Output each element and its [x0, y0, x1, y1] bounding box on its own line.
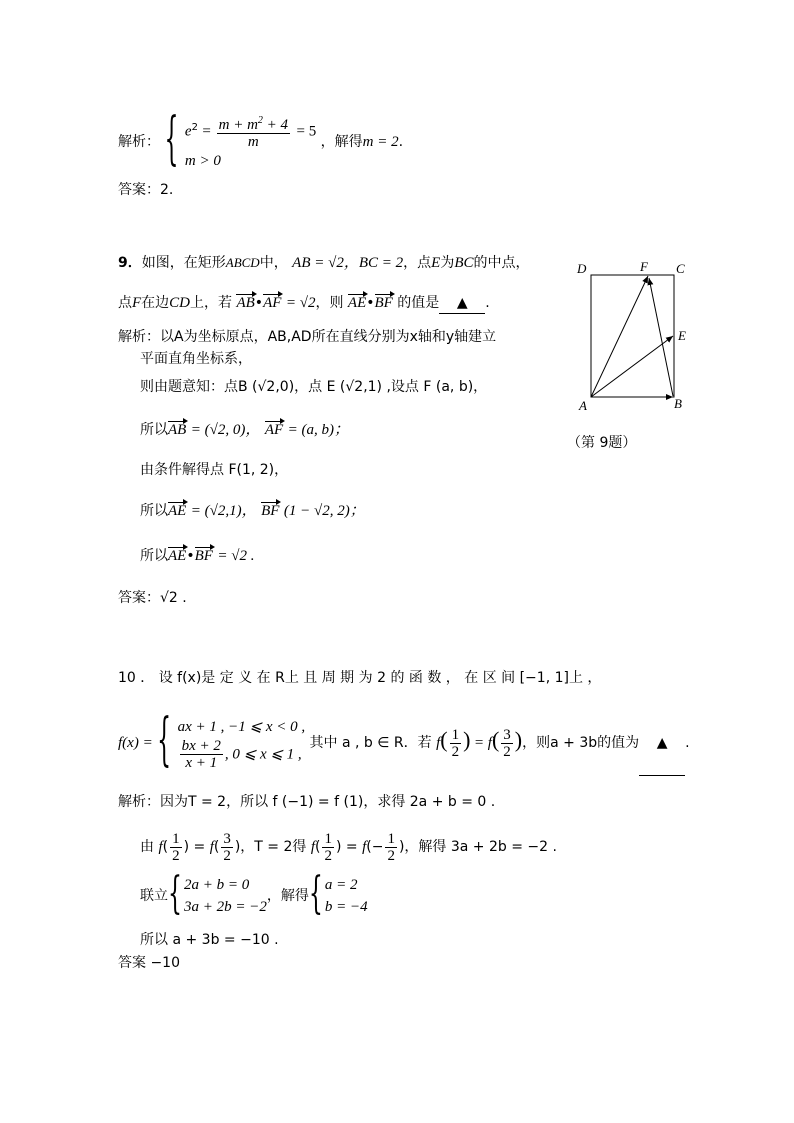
vec-ab: AB — [168, 422, 187, 438]
p10-case2-num: bx + 2 — [181, 737, 221, 754]
vec-bf: BF — [374, 295, 393, 311]
p9-answer-blank — [439, 293, 485, 314]
vec-af: AF — [264, 422, 284, 438]
p9-text: ，则 — [315, 295, 344, 311]
p8-num-tail: + 4 — [262, 116, 289, 133]
p10-threehalf-num: 3 — [503, 726, 511, 743]
p8-rhs: = 5 — [296, 123, 317, 139]
p10-text: ，T = 2得 — [240, 839, 307, 855]
p9-sol2: 平面直角坐标系， — [140, 351, 252, 367]
segment-ae — [591, 336, 673, 397]
p10-sol4: 所以 a + 3b = −10 . — [140, 932, 279, 948]
label-e: E — [678, 328, 686, 343]
p8-brace: { — [164, 108, 179, 174]
p10-text: 由 — [140, 839, 154, 855]
p10-stem-line1: 10 ． 设 f(x)是 定 义 在 R上 且 周 期 为 2 的 函 数 ， 在 区 间 [−1, 1]上 ， — [118, 670, 602, 686]
p8-result: m = 2 — [362, 134, 399, 150]
p8-tail: ，解得 — [320, 134, 363, 150]
p10-case1: ax + 1 , −1 ⩽ x < 0 , — [177, 718, 306, 735]
p9-rect-name: ABCD — [225, 255, 260, 270]
p9-text: 如图，在矩形 — [141, 255, 226, 271]
p10-text: ，解得 3a + 2b = −2 . — [404, 839, 557, 855]
vec-ae: AE — [347, 295, 367, 311]
p9-sol6-bf: (1 − √2, 2)； — [283, 503, 365, 519]
p9-bc-seg: BC — [454, 255, 474, 271]
p9-stem-line2: 点F在边CD上，若 AB•AF = √2，则 AE•BF 的值是 ▲ . — [118, 293, 490, 314]
p10-threehalf — [501, 727, 513, 760]
p8-answer: 答案：2. — [118, 182, 174, 198]
p9-cond: = √2 — [285, 295, 316, 311]
p9-text: 所以 — [140, 503, 168, 519]
p9-sol3: 则由题意知：点B (√2,0)，点 E (√2,1) ,设点 F (a, b)， — [140, 379, 488, 395]
p9-text: 上，若 — [190, 295, 233, 311]
p9-figure-caption: （第 9题） — [567, 435, 637, 451]
p8-fraction: $\frac{m + m^2 + 4}{m}$ — [218, 114, 289, 150]
p9-sol7: 所以AE•BF = √2 . — [140, 548, 255, 564]
p9-sol5: 由条件解得点 F(1, 2)， — [140, 462, 289, 478]
p10-brace: { — [157, 709, 172, 775]
p8-num: m + m — [218, 116, 258, 133]
p8-system: $e^2$ = $\frac{m + m^2 + 4}{m}$ = 5 m > 0 — [185, 113, 316, 172]
p9-ab: AB = √2 — [292, 255, 344, 271]
vec-ae: AE — [168, 548, 187, 564]
p9-answer: 答案：√2 . — [118, 590, 187, 606]
vec-af: AF — [263, 295, 282, 311]
p9-sol6-ae: = (√2,1)， — [190, 503, 257, 519]
vec-ab: AB — [236, 295, 255, 311]
label-d: D — [577, 262, 587, 276]
p10-case2-den: x + 1 — [185, 754, 218, 771]
segment-af — [591, 276, 648, 397]
p9-text: 所以 — [140, 548, 168, 564]
p10-system — [184, 874, 267, 918]
p10-sys-brace: { — [168, 870, 182, 920]
p10-sol-brace: { — [308, 870, 323, 920]
p10-ask: ，则a + 3b的值为 — [522, 735, 640, 751]
p9-cd: CD — [169, 295, 191, 311]
p10-half — [450, 727, 462, 760]
p10-answer-blank — [639, 711, 685, 776]
p9-figure — [572, 262, 702, 412]
p10-sys2: 3a + 2b = −2 — [184, 899, 267, 915]
p10-threehalf-den: 2 — [503, 743, 511, 760]
p10-case2-tail: , 0 ⩽ x ⩽ 1 , — [224, 746, 302, 762]
p9-text: 的中点， — [473, 255, 530, 271]
p9-sol7-val: = √2 . — [217, 548, 255, 564]
segment-bf — [649, 278, 673, 396]
p9-sol4 — [140, 420, 349, 440]
label-a: A — [579, 398, 587, 412]
p9-e: E — [431, 255, 441, 271]
p10-half-num: 1 — [451, 726, 460, 743]
p10-sol2: 由 f( $\frac{1}{2}$ ) = f( $\frac{3}{2}$ )，T = 2得 f( $\frac{1}{2}$ ) = f(− $\frac{1}{2}$ )，解得 3a + 2b = −2 . — [140, 830, 557, 864]
p9-sol1: 解析：以A为坐标原点，AB,AD所在直线分别为x轴和y轴建立 — [118, 329, 497, 345]
p8-jiexi-label: 解析： — [118, 134, 160, 150]
p9-text: 的值是 — [397, 295, 440, 311]
triangle-icon: ▲ — [656, 735, 668, 751]
p10-sol-a: a = 2 — [324, 877, 358, 893]
p9-text: 点 — [118, 295, 132, 311]
label-f: F — [640, 262, 648, 274]
p10-sys1: 2a + b = 0 — [184, 877, 250, 893]
p10-text: ，解得 — [266, 888, 309, 904]
p9-text: . — [485, 295, 490, 311]
p10-text: 联立 — [140, 888, 168, 904]
p10-sol1: 解析：因为T = 2，所以 f (−1) = f (1)，求得 2a + b = 0 . — [118, 794, 496, 810]
triangle-icon: ▲ — [456, 295, 468, 311]
p9-sol4-af: = (a, b)； — [287, 422, 349, 438]
p8-condition: m > 0 — [184, 152, 221, 169]
p10-fx: f(x) = — [118, 735, 153, 751]
p10-case2-frac — [180, 738, 223, 771]
p9-f: F — [132, 295, 142, 311]
vec-bf: BF — [194, 548, 213, 564]
p8-e-symbol: e — [184, 123, 192, 139]
p10-stem-line2: f(x) = { ax + 1 , −1 ⩽ x < 0 , $\frac{bx + 2}{x + 1}$ , 0 ⩽ x ⩽ 1 , 其中 a , b ∈ R．若 f( $\frac{1}{2}$ ) = f( $\frac{3}{2}$ )，则a + 3b的值为 ▲ . — [118, 708, 690, 772]
p10-half-den: 2 — [451, 743, 460, 760]
p8-solution: 解析： { $e^2$ = $\frac{m + m^2 + 4}{m}$ = 5 m > 0 ，解得m = 2. — [118, 112, 403, 172]
label-c: C — [676, 262, 685, 276]
p10-mid: 其中 a , b ∈ R．若 — [309, 735, 432, 751]
p9-bc: ，BC = 2 — [343, 255, 404, 271]
p9-stem-line1 — [118, 253, 529, 273]
p10-sol3 — [140, 870, 368, 920]
p9-sol4-ab: = (√2, 0)， — [190, 422, 261, 438]
p8-den: m — [247, 133, 259, 150]
p10-piecewise — [178, 716, 306, 771]
p10-answer: 答案 −10 — [118, 955, 180, 971]
vec-ae: AE — [168, 503, 187, 519]
label-b: B — [674, 396, 682, 411]
p9-number: 9． — [118, 255, 142, 271]
p10-end: . — [685, 735, 690, 751]
p10-solution — [325, 874, 368, 918]
p9-text: 为 — [440, 255, 455, 271]
p9-text: ，点 — [403, 255, 432, 271]
p10-sol-b: b = −4 — [324, 899, 368, 915]
vec-bf: BF — [261, 503, 280, 519]
p9-sol6 — [140, 501, 365, 521]
p9-text: 中， — [259, 255, 288, 271]
p9-text: 所以 — [140, 422, 168, 438]
p9-text: 在边 — [141, 295, 170, 311]
